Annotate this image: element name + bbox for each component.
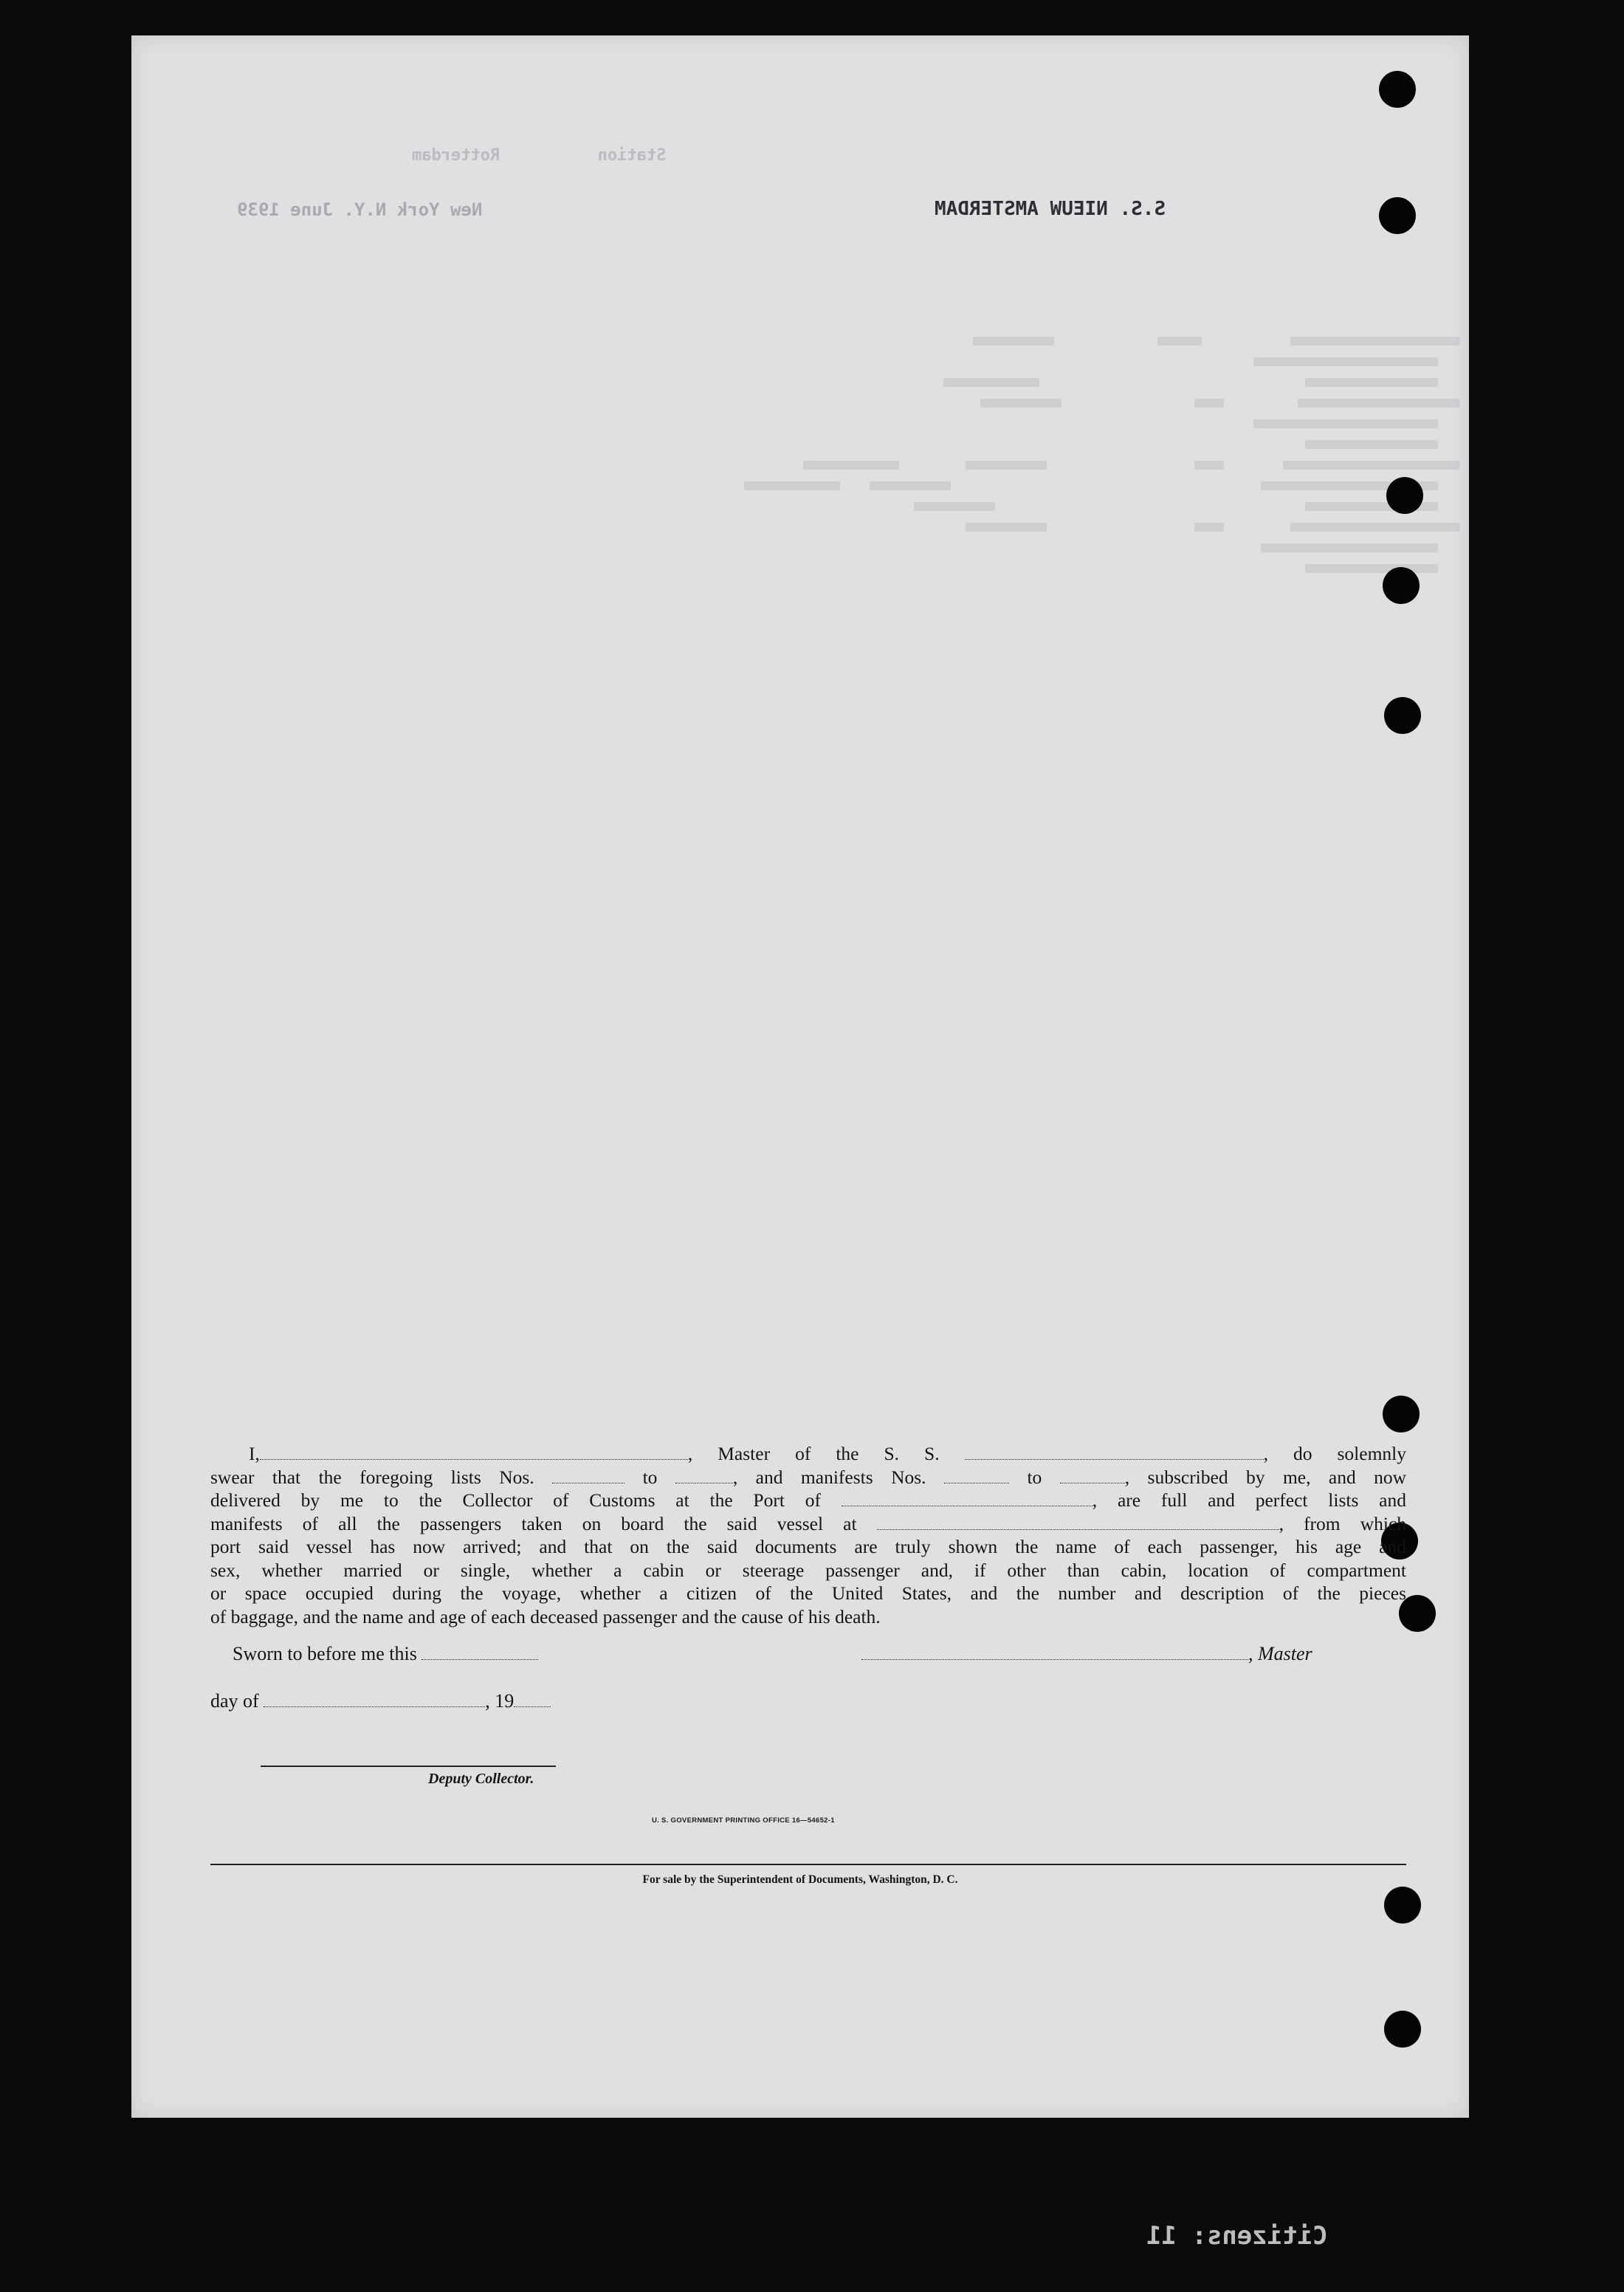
oath-line: port said vessel has now arrived; and that on the said documents are truly shown the name of each passenger, his age and — [210, 1536, 1406, 1557]
master-oath-paragraph — [210, 1442, 1406, 1628]
sworn-label: Sworn to before me this — [233, 1643, 417, 1664]
oath-line — [210, 1489, 1406, 1512]
sworn-date-blank — [422, 1644, 538, 1660]
oath-text: , are full and perfect lists and — [1092, 1489, 1406, 1511]
departure-port-blank — [877, 1514, 1279, 1530]
bleed-through-stamp: Citizens: 11 — [1146, 2221, 1328, 2251]
punch-hole — [1383, 1396, 1420, 1432]
day-of-label: day of — [210, 1690, 259, 1712]
sworn-row — [233, 1643, 538, 1665]
manifests-from-blank — [944, 1468, 1009, 1483]
master-signature-blank — [861, 1644, 1248, 1660]
oath-text: , Master of the S. S. — [687, 1443, 940, 1464]
port-blank — [842, 1491, 1093, 1506]
oath-text: to — [642, 1466, 658, 1488]
master-signature-row — [861, 1643, 1312, 1665]
oath-text: to — [1027, 1466, 1042, 1488]
punch-hole — [1384, 2011, 1421, 2048]
footer-rule — [210, 1864, 1406, 1865]
oath-line: sex, whether married or single, whether a cabin or steerage passenger and, if other than cabin, location of compartment — [210, 1559, 1406, 1581]
bleed-through-header: Station Rotterdam — [412, 146, 667, 165]
punch-hole — [1386, 477, 1423, 514]
oath-line — [210, 1512, 1406, 1536]
deputy-collector-label: Deputy Collector. — [428, 1771, 534, 1787]
year-label: , 19 — [485, 1690, 515, 1712]
oath-text: , and manifests Nos. — [732, 1466, 926, 1488]
oath-text: , from which — [1279, 1512, 1407, 1534]
oath-line: or space occupied during the voyage, whether a citizen of the United States, and the number and description of the pieces — [210, 1582, 1406, 1604]
oath-line: of baggage, and the name and age of each deceased passenger and the cause of his death. — [210, 1605, 881, 1627]
punch-hole — [1384, 697, 1421, 734]
bleed-through-vessel: S.S. NIEUW AMSTERDAM — [935, 198, 1166, 220]
master-name-blank — [260, 1444, 688, 1460]
sale-notice: For sale by the Superintendent of Documents, Washington, D. C. — [642, 1873, 958, 1886]
vessel-name-blank — [965, 1444, 1264, 1460]
year-blank — [514, 1692, 551, 1707]
lists-to-blank — [675, 1468, 733, 1483]
punch-hole — [1379, 197, 1416, 234]
day-blank — [264, 1692, 485, 1707]
manifest-page-reverse — [131, 35, 1469, 2251]
bleed-through-voyage: New York N.Y. June 1939 — [237, 199, 483, 220]
punch-hole — [1384, 1887, 1421, 1924]
master-label: , Master — [1248, 1643, 1312, 1664]
oath-line — [210, 1442, 1406, 1466]
bleed-through-passenger-list — [589, 331, 1475, 579]
oath-text: delivered by me to the Collector of Customs at the Port of — [210, 1489, 821, 1511]
oath-text: manifests of all the passengers taken on board the said vessel at — [210, 1512, 857, 1534]
oath-text: , do solemnly — [1263, 1443, 1407, 1464]
punch-hole — [1379, 71, 1416, 108]
lists-from-blank — [552, 1468, 625, 1483]
punch-hole — [1383, 567, 1420, 604]
oath-text: swear that the foregoing lists Nos. — [210, 1466, 534, 1488]
printing-office-imprint: U. S. GOVERNMENT PRINTING OFFICE 16—54652-1 — [652, 1816, 835, 1825]
oath-line — [210, 1466, 1406, 1489]
oath-text: , subscribed by me, and now — [1124, 1466, 1407, 1488]
day-row — [210, 1690, 551, 1712]
manifests-to-blank — [1060, 1468, 1125, 1483]
deputy-signature-line — [261, 1766, 556, 1767]
oath-text: I, — [249, 1443, 260, 1464]
